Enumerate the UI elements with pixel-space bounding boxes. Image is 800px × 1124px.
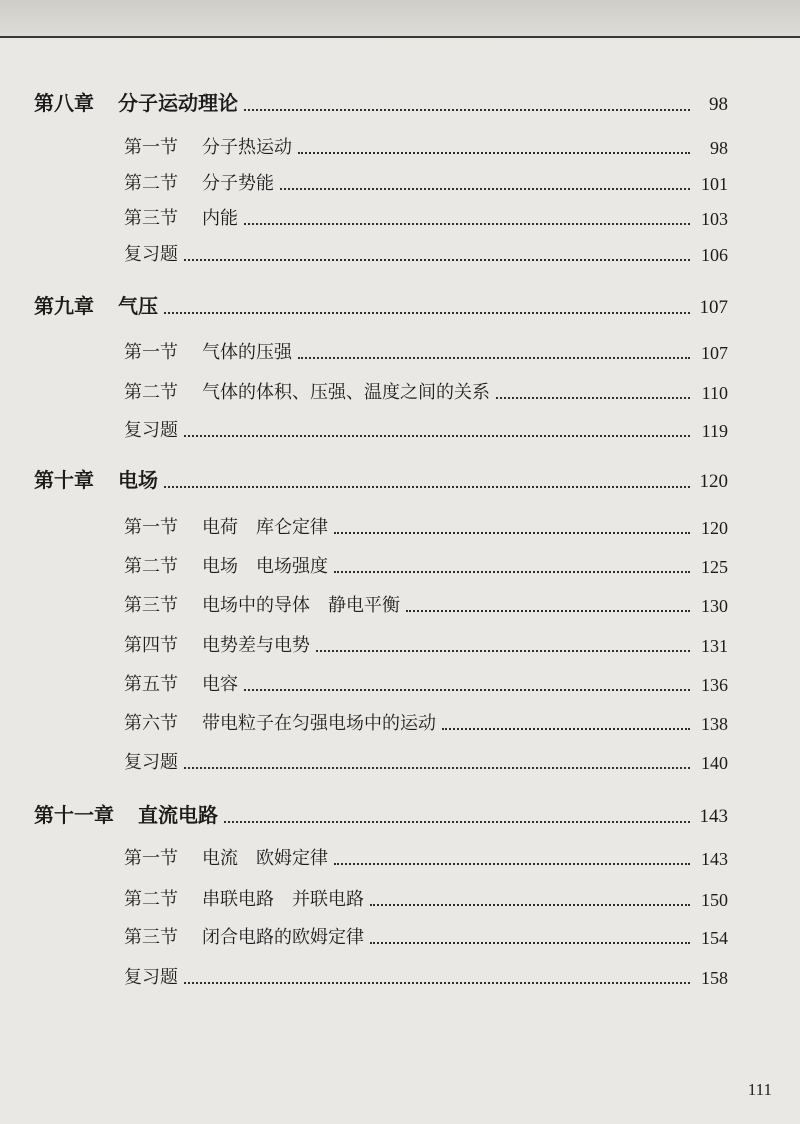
toc-page-number: 154 — [701, 928, 728, 948]
toc-section-row[interactable] — [0, 883, 728, 911]
toc-section-row[interactable] — [0, 167, 728, 195]
toc-chapter-row[interactable] — [0, 291, 728, 319]
toc-section-row[interactable] — [0, 131, 728, 159]
toc-page-number: 136 — [701, 675, 728, 695]
toc-entry-number: 第十章 — [34, 468, 94, 492]
dot-leader — [442, 727, 690, 730]
dot-leader — [334, 531, 690, 534]
toc-entry-number: 复习题 — [124, 752, 178, 773]
toc-entry-title — [124, 133, 292, 159]
toc-section-row[interactable] — [0, 707, 728, 735]
toc-entry-name: 内能 — [202, 208, 238, 229]
dot-leader — [370, 941, 690, 944]
toc-page-number: 106 — [701, 245, 728, 265]
toc-entry-name: 闭合电路的欧姆定律 — [202, 927, 364, 948]
dot-leader — [164, 485, 690, 488]
toc-chapter-row[interactable] — [0, 465, 728, 493]
toc-page-number: 98 — [710, 138, 728, 158]
toc-section-row[interactable] — [0, 746, 728, 774]
toc-entry-title — [34, 464, 158, 493]
toc-entry-title — [124, 552, 328, 578]
toc-entry-title — [34, 87, 238, 116]
toc-entry-number: 第三节 — [124, 595, 178, 616]
dot-leader — [334, 570, 690, 573]
toc-entry-number: 第三节 — [124, 927, 178, 948]
toc-entry-title — [34, 799, 218, 828]
toc-entry-title — [124, 963, 178, 989]
dot-leader — [244, 222, 690, 225]
dot-leader — [298, 151, 690, 154]
toc-page-number: 98 — [709, 94, 728, 115]
toc-section-row[interactable] — [0, 550, 728, 578]
toc-page-number: 125 — [701, 557, 728, 577]
toc-entry-number: 复习题 — [124, 967, 178, 988]
toc-page-number: 158 — [701, 968, 728, 988]
toc-page-number: 120 — [699, 471, 728, 492]
toc-section-row[interactable] — [0, 202, 728, 230]
toc-entry-name: 串联电路 并联电路 — [202, 889, 364, 910]
toc-section-row[interactable] — [0, 376, 728, 404]
toc-entry-name: 电势差与电势 — [202, 635, 310, 656]
toc-section-row[interactable] — [0, 238, 728, 266]
dot-leader — [496, 396, 690, 399]
toc-entry-number: 第六节 — [124, 713, 178, 734]
toc-section-row[interactable] — [0, 336, 728, 364]
toc-entry-name: 直流电路 — [138, 803, 218, 827]
toc-page-number: 119 — [701, 421, 728, 441]
toc-entry-number: 第八章 — [34, 91, 94, 115]
toc-page-number: 120 — [701, 518, 728, 538]
toc-entry-number: 第一节 — [124, 517, 178, 538]
toc-entry-name: 带电粒子在匀强电场中的运动 — [202, 713, 436, 734]
toc-entry-title — [124, 416, 178, 442]
toc-section-row[interactable] — [0, 668, 728, 696]
dot-leader — [164, 311, 690, 314]
toc-entry-name: 分子运动理论 — [118, 91, 238, 115]
toc-entry-number: 复习题 — [124, 420, 178, 441]
dot-leader — [334, 862, 690, 865]
toc-entry-name: 气体的压强 — [202, 342, 292, 363]
toc-entry-number: 第三节 — [124, 208, 178, 229]
toc-page-number: 107 — [699, 297, 728, 318]
toc-entry-number: 第十一章 — [34, 803, 114, 827]
toc-page-number: 150 — [701, 890, 728, 910]
dot-leader — [316, 649, 690, 652]
toc-page-number: 143 — [699, 806, 728, 827]
toc-entry-number: 第二节 — [124, 889, 178, 910]
toc-entry-title — [124, 885, 364, 911]
toc-entry-number: 第一节 — [124, 848, 178, 869]
toc-entry-name: 电场 电场强度 — [202, 556, 328, 577]
toc-entry-number: 第二节 — [124, 173, 178, 194]
toc-entry-name: 电容 — [202, 674, 238, 695]
toc-entry-name: 电场 — [118, 468, 158, 492]
page-number: 111 — [747, 1080, 772, 1099]
dot-leader — [280, 187, 690, 190]
toc-page-number: 140 — [701, 753, 728, 773]
toc-entry-name: 电场中的导体 静电平衡 — [202, 595, 400, 616]
toc-section-row[interactable] — [0, 961, 728, 989]
toc-page-number: 130 — [701, 596, 728, 616]
toc-page-number: 107 — [701, 343, 728, 363]
toc-entry-title — [34, 290, 158, 319]
toc-chapter-row[interactable] — [0, 800, 728, 828]
toc-entry-title — [124, 204, 238, 230]
toc-entry-number: 第四节 — [124, 635, 178, 656]
toc-entry-title — [124, 748, 178, 774]
toc-page-number: 110 — [701, 383, 728, 403]
toc-entry-number: 第五节 — [124, 674, 178, 695]
toc-entry-number: 第一节 — [124, 342, 178, 363]
dot-leader — [224, 820, 690, 823]
toc-entry-number: 复习题 — [124, 244, 178, 265]
dot-leader — [244, 108, 690, 111]
toc-entry-name: 分子势能 — [202, 173, 274, 194]
toc-entry-number: 第二节 — [124, 556, 178, 577]
toc-page-number: 101 — [701, 174, 728, 194]
toc-page-number: 143 — [701, 849, 728, 869]
toc-entry-title — [124, 169, 274, 195]
toc-page-number: 131 — [701, 636, 728, 656]
dot-leader — [184, 766, 690, 769]
dot-leader — [298, 356, 690, 359]
toc-entry-name: 电荷 库仑定律 — [202, 517, 328, 538]
toc-section-row[interactable] — [0, 842, 728, 870]
toc-page-number: 103 — [701, 209, 728, 229]
toc-entry-title — [124, 591, 400, 617]
toc-entry-title — [124, 338, 292, 364]
toc-entry-title — [124, 240, 178, 266]
toc-section-row[interactable] — [0, 511, 728, 539]
toc-entry-title — [124, 378, 490, 404]
dot-leader — [244, 688, 690, 691]
toc-entry-name: 气体的体积、压强、温度之间的关系 — [202, 382, 490, 403]
toc-entry-title — [124, 923, 364, 949]
toc-entry-title — [124, 670, 238, 696]
toc-section-row[interactable] — [0, 921, 728, 949]
toc-section-row[interactable] — [0, 629, 728, 657]
toc-entry-name: 分子热运动 — [202, 137, 292, 158]
dot-leader — [184, 981, 690, 984]
dot-leader — [184, 434, 690, 437]
dot-leader — [184, 258, 690, 261]
toc-entry-title — [124, 709, 436, 735]
toc-entry-number: 第二节 — [124, 382, 178, 403]
toc-entry-number: 第九章 — [34, 294, 94, 318]
toc-entry-name: 气压 — [118, 294, 158, 318]
toc-section-row[interactable] — [0, 414, 728, 442]
toc-entry-title — [124, 513, 328, 539]
dot-leader — [370, 903, 690, 906]
toc-section-row[interactable] — [0, 589, 728, 617]
dot-leader — [406, 609, 690, 612]
toc-entry-title — [124, 844, 328, 870]
toc-entry-title — [124, 631, 310, 657]
toc-entry-name: 电流 欧姆定律 — [202, 848, 328, 869]
toc-entry-number: 第一节 — [124, 137, 178, 158]
toc-chapter-row[interactable] — [0, 88, 728, 116]
toc-page-number: 138 — [701, 714, 728, 734]
